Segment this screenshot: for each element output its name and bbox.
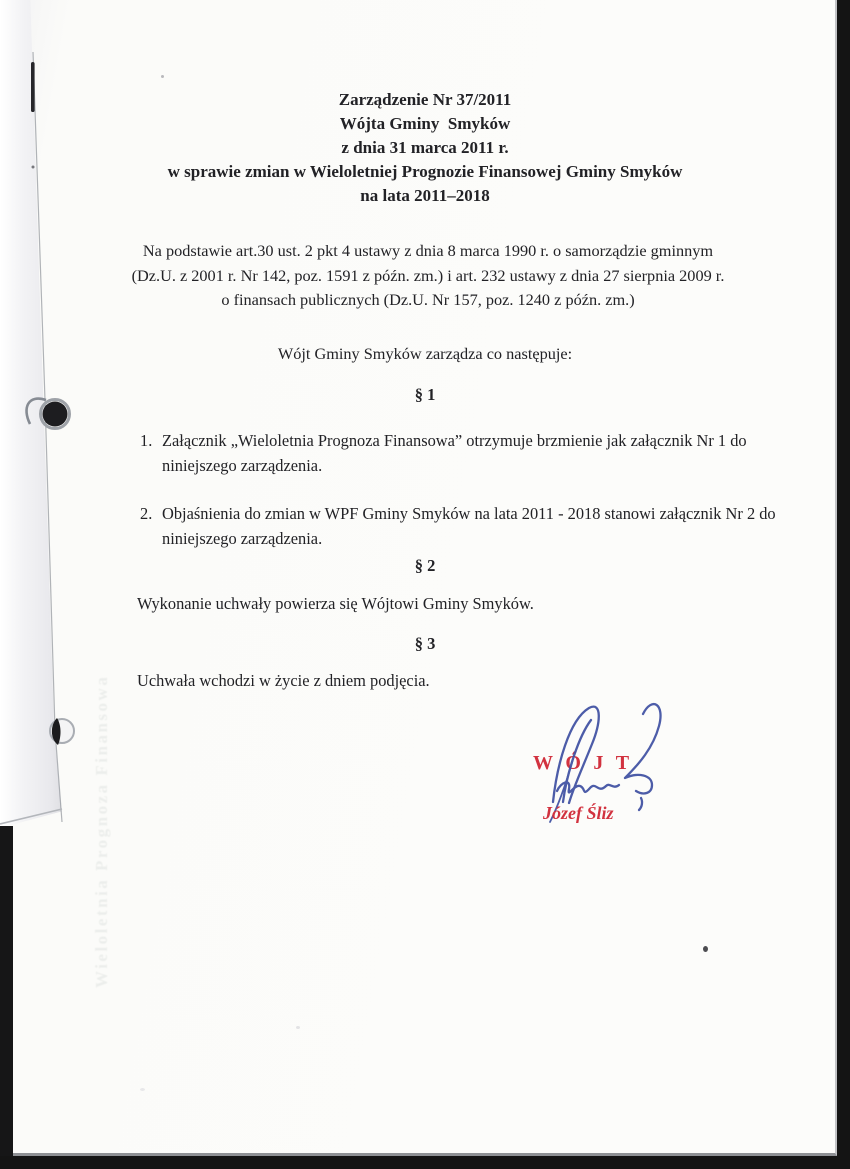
ordered-list — [140, 428, 804, 574]
section-3-symbol: § 3 — [414, 634, 436, 653]
legal-basis-line: o finansach publicznych (Dz.U. Nr 157, poz. 1240 z późn. zm.) — [221, 290, 635, 309]
scanner-background-left-strip — [0, 826, 13, 1156]
section-2-symbol: § 2 — [414, 556, 436, 575]
scan-speck — [296, 1026, 300, 1029]
legal-basis-line: (Dz.U. z 2001 r. Nr 142, poz. 1591 z późn. zm.) i art. 232 ustawy z dnia 27 sierpnia 2009 r. — [131, 265, 725, 285]
scan-speck — [140, 1088, 145, 1091]
scan-speck — [161, 75, 164, 78]
list-item — [140, 428, 804, 478]
list-item — [140, 501, 804, 551]
signature-block — [505, 690, 705, 840]
legal-basis-paragraph — [78, 239, 778, 313]
title-line-issuer: Wójta Gminy Smyków — [339, 114, 511, 133]
scan-speck — [703, 946, 708, 952]
list-item-number: 2. — [140, 504, 153, 523]
legal-basis-line: Na podstawie art.30 ust. 2 pkt 4 ustawy z dnia 8 marca 1990 r. o samorządzie gminnym — [142, 241, 714, 260]
bleed-through-watermark-text: Wieloletnia Prognoza Finansowa — [92, 674, 111, 988]
section-1-symbol: § 1 — [414, 385, 436, 404]
list-item-text: Załącznik „Wieloletnia Prognoza Finansowa” otrzymuje brzmienie jak załącznik Nr 1 do niniejszego zarządzenia. — [162, 431, 747, 475]
title-line-years: na lata 2011–2018 — [360, 186, 490, 205]
list-item-number: 1. — [140, 431, 153, 450]
signatory-name: Józef Śliz — [543, 803, 614, 823]
order-intro: Wójt Gminy Smyków zarządza co następuje: — [277, 344, 573, 363]
document-title — [30, 88, 820, 208]
execution-paragraph: Wykonanie uchwały powierza się Wójtowi Gminy Smyków. — [137, 594, 534, 613]
mayor-stamp-title: WÓJT — [533, 752, 642, 774]
title-line-subject: w sprawie zmian w Wieloletniej Prognozie Finansowej Gminy Smyków — [167, 162, 683, 181]
title-line-ordinance-number: Zarządzenie Nr 37/2011 — [338, 90, 512, 109]
list-item-text: Objaśnienia do zmian w WPF Gminy Smyków na lata 2011 - 2018 stanowi załącznik Nr 2 do niniejszego zarządzenia. — [162, 504, 776, 548]
title-line-date: z dnia 31 marca 2011 r. — [341, 138, 509, 157]
effective-date-paragraph: Uchwała wchodzi w życie z dniem podjęcia. — [137, 671, 430, 690]
